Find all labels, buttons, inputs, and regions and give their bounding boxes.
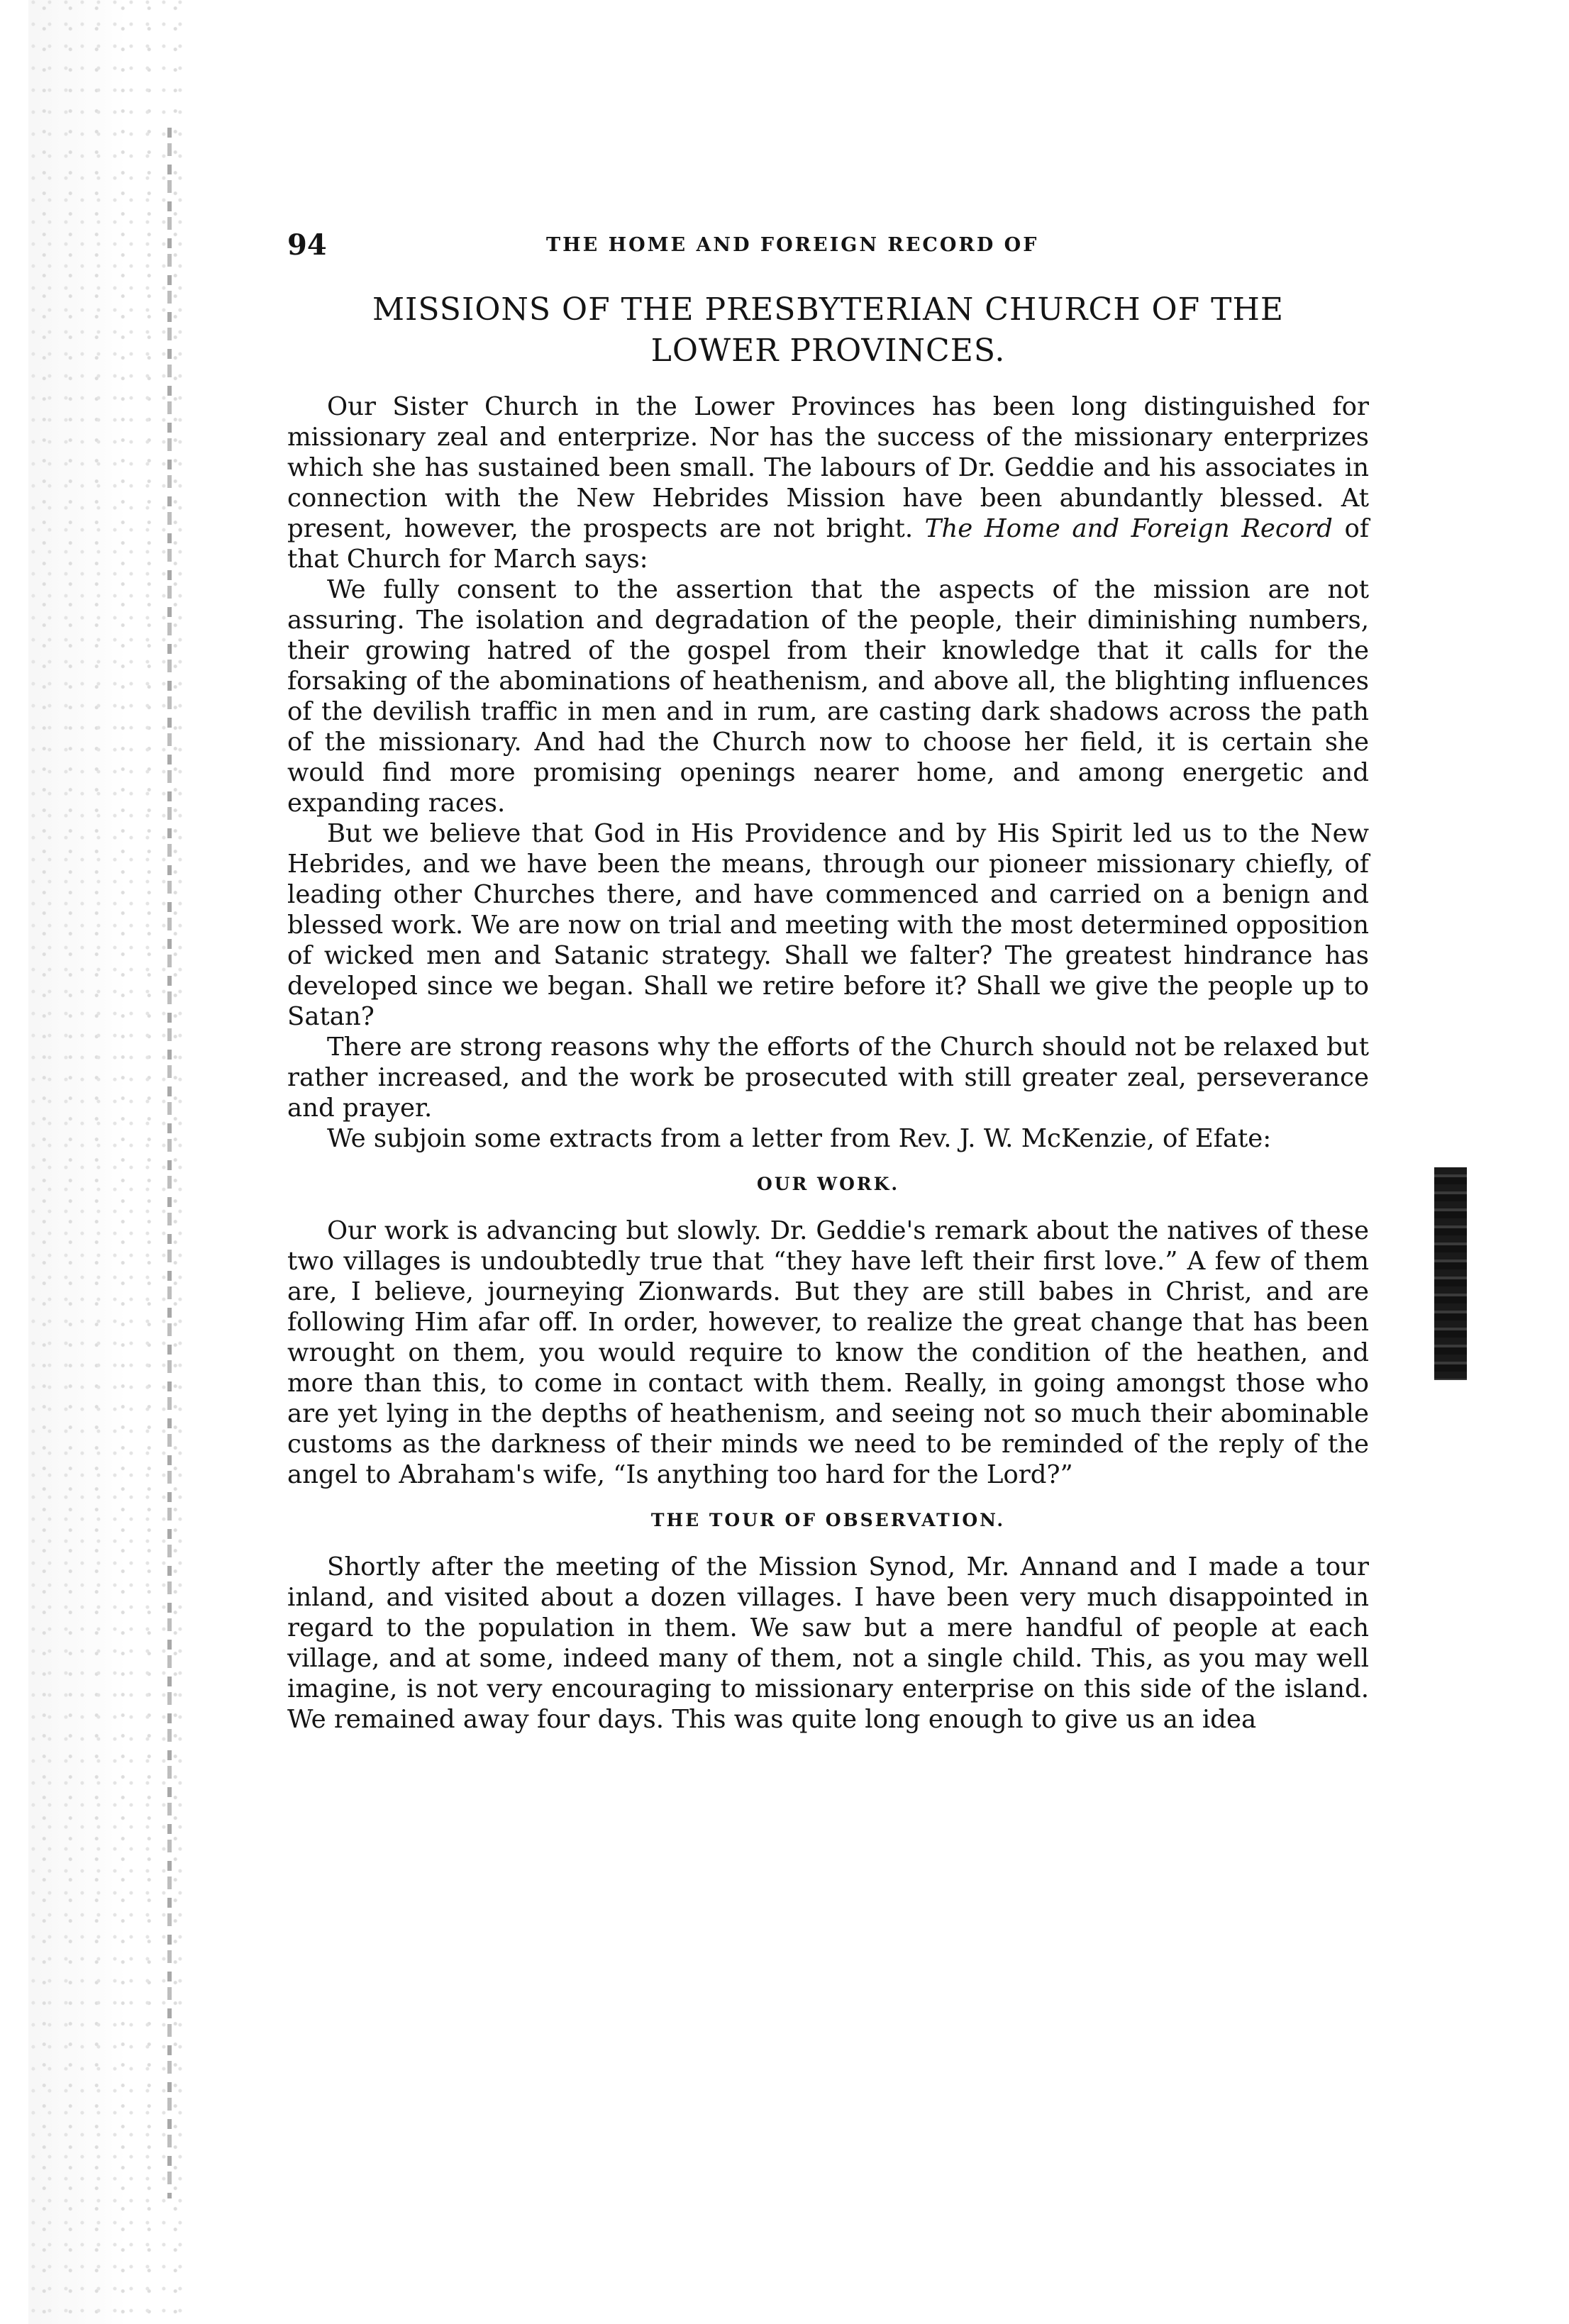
- binding-stitch-line: [167, 128, 172, 2198]
- section-heading-tour: THE TOUR OF OBSERVATION.: [650, 1510, 1006, 1530]
- printed-page: [287, 226, 1369, 1735]
- margin-ink-mark: [1434, 1167, 1467, 1380]
- article-title-line-2: LOWER PROVINCES.: [650, 333, 1006, 369]
- intro-text-a: Our Sister Church in the Lower Provinces has been long distinguished for missionary zeal and enterprize. Nor has the success of the missionary enterprizes which she has sustained been small. The labours of Dr. Geddie and his associates in connection with the New Hebrides Mission have been abundantly blessed. At present, however, the prospects are not bright.: [287, 392, 1369, 543]
- quote-paragraph-2: But we believe that God in His Providence and by His Spirit led us to the New Hebrides, and we have been the means, through our pioneer missionary chiefly, of leading other Churches there, and have commenced and carried on a benign and blessed work. We are now on trial and meeting with the most determined opposition of wicked men and Satanic strategy. Shall we falter? The greatest hindrance has developed since we began. Shall we retire before it? Shall we give the people up to Satan?: [287, 819, 1369, 1031]
- tour-paragraph: Shortly after the meeting of the Mission Synod, Mr. Annand and I made a tour inland, and visited about a dozen villages. I have been very much disappointed in regard to the population in them. We saw but a mere handful of people at each village, and at some, indeed many of them, not a single child. This, as you may well imagine, is not very encouraging to missionary enterprise on this side of the island. We remained away four days. This was quite long enough to give us an idea: [287, 1552, 1369, 1734]
- our-work-paragraph: Our work is advancing but slowly. Dr. Geddie's remark about the natives of these two villages is undoubtedly true that “they have left their first love.” A few of them are, I believe, journeying Zionwards. But they are still babes in Christ, and are following Him afar off. In order, however, to realize the great change that has been wrought on them, you would require to know the condition of the heathen, and more than this, to come in contact with them. Really, in going amongst those who are yet lying in the depths of heathenism, and seeing not so much their abominable customs as the darkness of their minds we need to be reminded of the reply of the angel to Abraham's wife, “Is anything too hard for the Lord?”: [287, 1216, 1369, 1489]
- journal-running-title: THE HOME AND FOREIGN RECORD OF: [546, 234, 1039, 256]
- article-title: [287, 289, 1369, 372]
- quote-paragraph-3: There are strong reasons why the efforts of the Church should not be relaxed but rather increased, and the work be prosecuted with still greater zeal, perseverance and prayer.: [287, 1033, 1369, 1123]
- running-head: [287, 226, 1369, 268]
- quote-paragraph-1: We fully consent to the assertion that the aspects of the mission are not assuring. The isolation and degradation of the people, their diminishing numbers, their growing hatred of the gospel from their knowledge that it calls for the forsaking of the abominations of heathenism, and above all, the blighting influences of the devilish traffic in men and in rum, are casting dark shadows across the path of the missionary. And had the Church now to choose her field, it is certain she would find more promising openings nearer home, and among energetic and expanding races.: [287, 575, 1369, 818]
- section-heading-our-work: OUR WORK.: [756, 1174, 900, 1194]
- page-number: 94: [287, 228, 327, 262]
- article-title-line-1: MISSIONS OF THE PRESBYTERIAN CHURCH OF THE: [372, 291, 1284, 328]
- intro-italic-title: The Home and Foreign Record: [924, 514, 1333, 543]
- intro-text-b: of that Church for March says:: [287, 514, 1369, 574]
- quote-paragraph-4: We subjoin some extracts from a letter from Rev. J. W. McKenzie, of Efate:: [327, 1124, 1272, 1153]
- intro-paragraph: [287, 391, 1369, 574]
